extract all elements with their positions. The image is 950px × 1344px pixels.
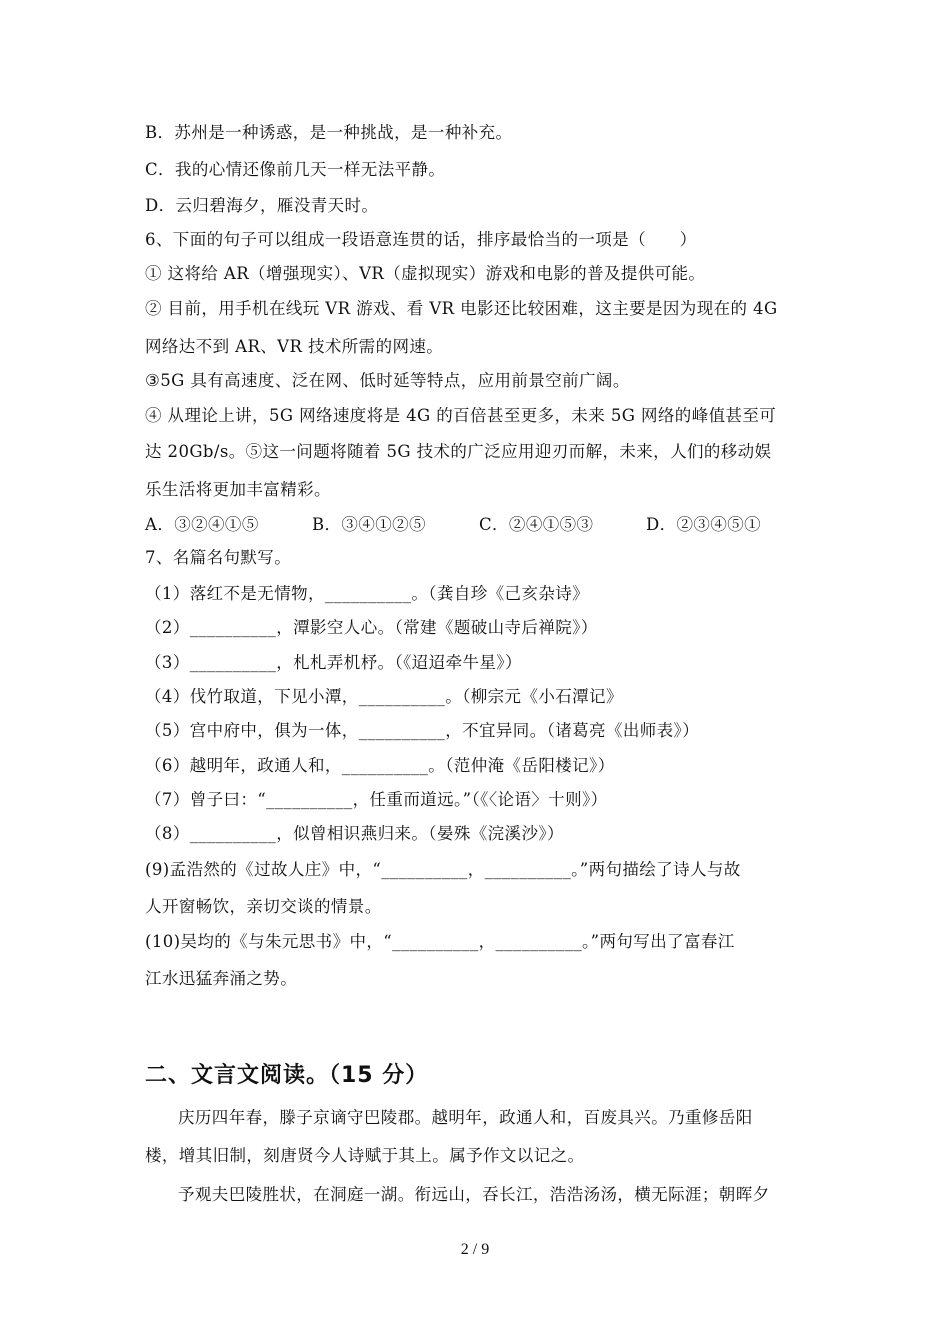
q6-sentence-2-cont: 网络达不到 AR、VR 技术所需的网速。 [145,337,444,356]
page-number: 2 / 9 [460,1241,490,1258]
q6-option-d: D．②③④⑤① [646,515,762,534]
q6-question: 6、下面的句子可以组成一段语意连贯的话，排序最恰当的一项是（ ） [145,230,697,249]
q6-sentence-4: ④ 从理论上讲，5G 网络速度将是 4G 的百倍甚至更多，未来 5G 网络的峰值甚至可 [145,406,777,425]
q6-sentence-2: ② 目前，用手机在线玩 VR 游戏、看 VR 电影还比较困难，这主要是因为现在的 4G [145,299,778,318]
q5-option-b: B．苏州是一种诱惑，是一种挑战，是一种补充。 [145,123,513,142]
q7-item-1: （1）落红不是无情物，__________。（龚自珍《己亥杂诗》 [145,584,590,603]
passage-line-3: 予观夫巴陵胜状，在洞庭一湖。衔远山，吞长江，浩浩汤汤，横无际涯；朝晖夕 [178,1185,770,1204]
q6-options [145,515,813,535]
passage-line-2: 楼，增其旧制，刻唐贤今人诗赋于其上。属予作文以记之。 [145,1146,585,1165]
q6-option-b: B．③④①②⑤ [312,515,426,534]
passage-line-1: 庆历四年春，滕子京谪守巴陵郡。越明年，政通人和，百废具兴。乃重修岳阳 [178,1108,753,1127]
q7-item-10: (10)吴均的《与朱元思书》中，“__________，__________。”两句写出了富春江 [145,932,735,951]
q6-sentence-4-5: 达 20Gb/s。⑤这一问题将随着 5G 技术的广泛应用迎刃而解，未来，人们的移动娱 [145,442,772,461]
q7-item-4: （4）伐竹取道，下见小潭，__________。（柳宗元《小石潭记》 [145,687,623,706]
q7-item-5: （5）宫中府中，俱为一体，__________，不宜异同。（诸葛亮《出师表》） [145,721,700,740]
q7-item-7: （7）曾子曰：“__________，任重而道远。”（《〈论语〉十则》） [145,790,608,809]
q6-option-c: C．②④①⑤③ [479,515,594,534]
q7-item-3: （3）__________，札札弄机杼。（《迢迢牵牛星》） [145,653,522,672]
q6-option-a: A．③②④①⑤ [145,515,259,534]
q7-item-2: （2）__________，潭影空人心。（常建《题破山寺后禅院》） [145,618,598,637]
q6-sentence-1: ① 这将给 AR（增强现实）、VR（虚拟现实）游戏和电影的普及提供可能。 [145,264,706,283]
q5-option-d: D．云归碧海夕，雁没青天时。 [145,196,379,215]
q5-option-c: C．我的心情还像前几天一样无法平静。 [145,160,446,179]
q7-title: 7、名篇名句默写。 [145,548,292,567]
q7-item-10-cont: 江水迅猛奔涌之势。 [145,969,298,988]
q7-item-6: （6）越明年，政通人和，__________。（范仲淹《岳阳楼记》） [145,756,615,775]
q7-item-8: （8）__________，似曾相识燕归来。（晏殊《浣溪沙》） [145,824,564,843]
q7-item-9-cont: 人开窗畅饮，亲切交谈的情景。 [145,897,382,916]
section-heading: 二、文言文阅读。（15 分） [145,1063,429,1088]
q6-sentence-5-cont: 乐生活将更加丰富精彩。 [145,480,331,499]
q6-sentence-3: ③5G 具有高速度、泛在网、低时延等特点，应用前景空前广阔。 [145,371,630,390]
q7-item-9: (9)孟浩然的《过故人庄》中，“__________，__________。”两句描绘了诗人与故 [145,860,741,879]
